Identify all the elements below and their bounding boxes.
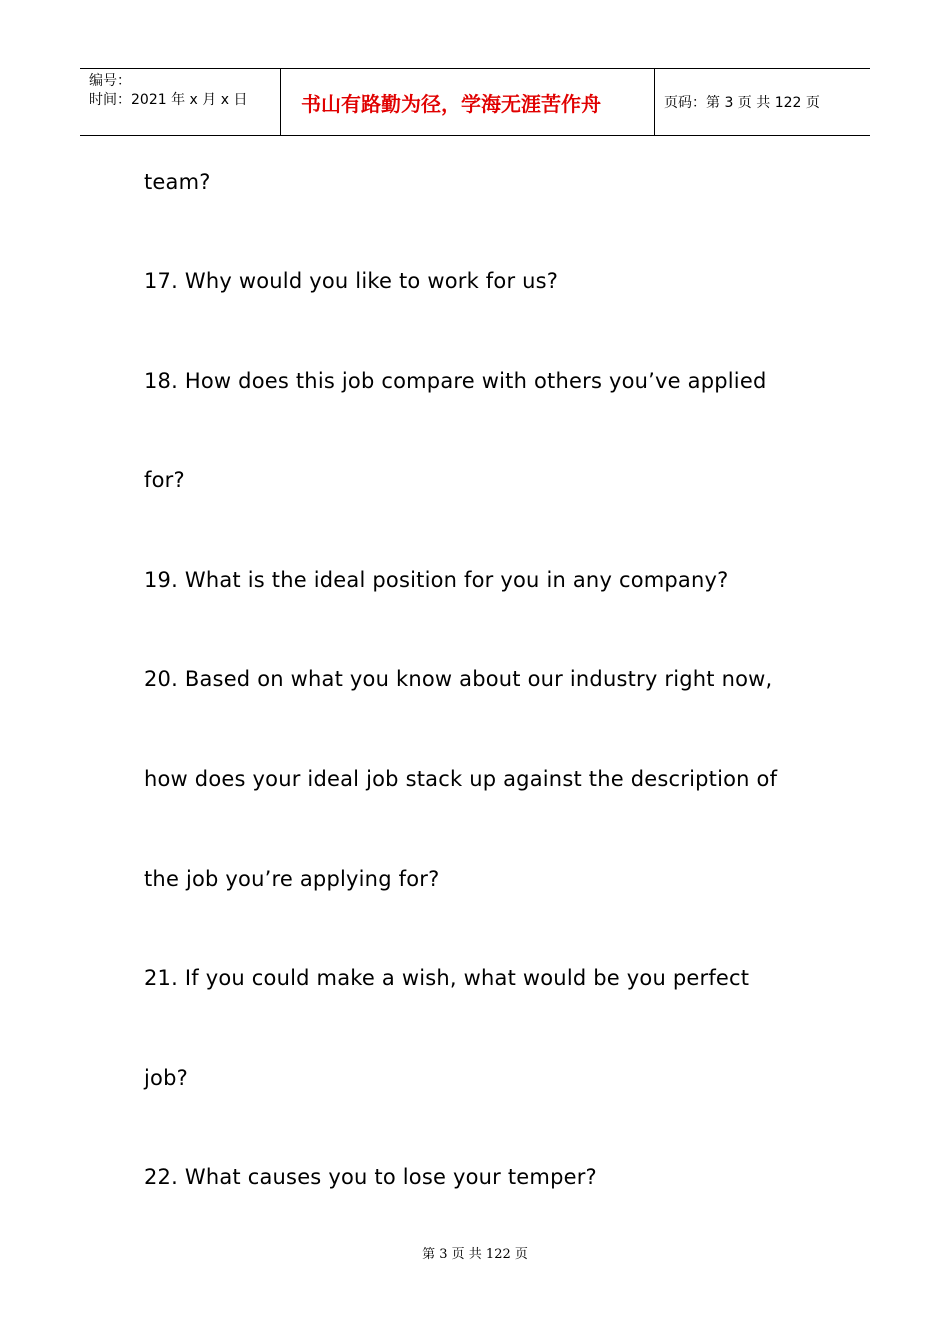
header-motto-cell <box>281 69 655 135</box>
header-page-info: 页码：第 3 页 共 122 页 <box>664 95 820 111</box>
header-motto: 书山有路勤为径，学海无涯苦作舟 <box>301 92 601 116</box>
header-meta-cell <box>80 69 281 135</box>
body-line: for? <box>144 468 185 492</box>
body-line: job? <box>144 1066 188 1090</box>
page-header <box>80 68 870 136</box>
body-line: 17. Why would you like to work for us? <box>144 269 559 293</box>
header-page-cell <box>655 69 870 135</box>
body-line: the job you’re applying for? <box>144 867 440 891</box>
body-line: 22. What causes you to lose your temper? <box>144 1165 597 1189</box>
body-line: 20. Based on what you know about our industry right now, <box>144 667 773 691</box>
document-number-label: 编号： <box>89 73 131 89</box>
body-line: how does your ideal job stack up against the description of <box>144 767 778 791</box>
document-date-label: 时间：2021 年 x 月 x 日 <box>89 92 248 108</box>
body-line: 18. How does this job compare with others you’ve applied <box>144 369 767 393</box>
page-footer: 第 3 页 共 122 页 <box>422 1247 528 1262</box>
body-line: team? <box>144 170 211 194</box>
body-line: 19. What is the ideal position for you in any company? <box>144 568 729 592</box>
body-line: 21. If you could make a wish, what would be you perfect <box>144 966 750 990</box>
